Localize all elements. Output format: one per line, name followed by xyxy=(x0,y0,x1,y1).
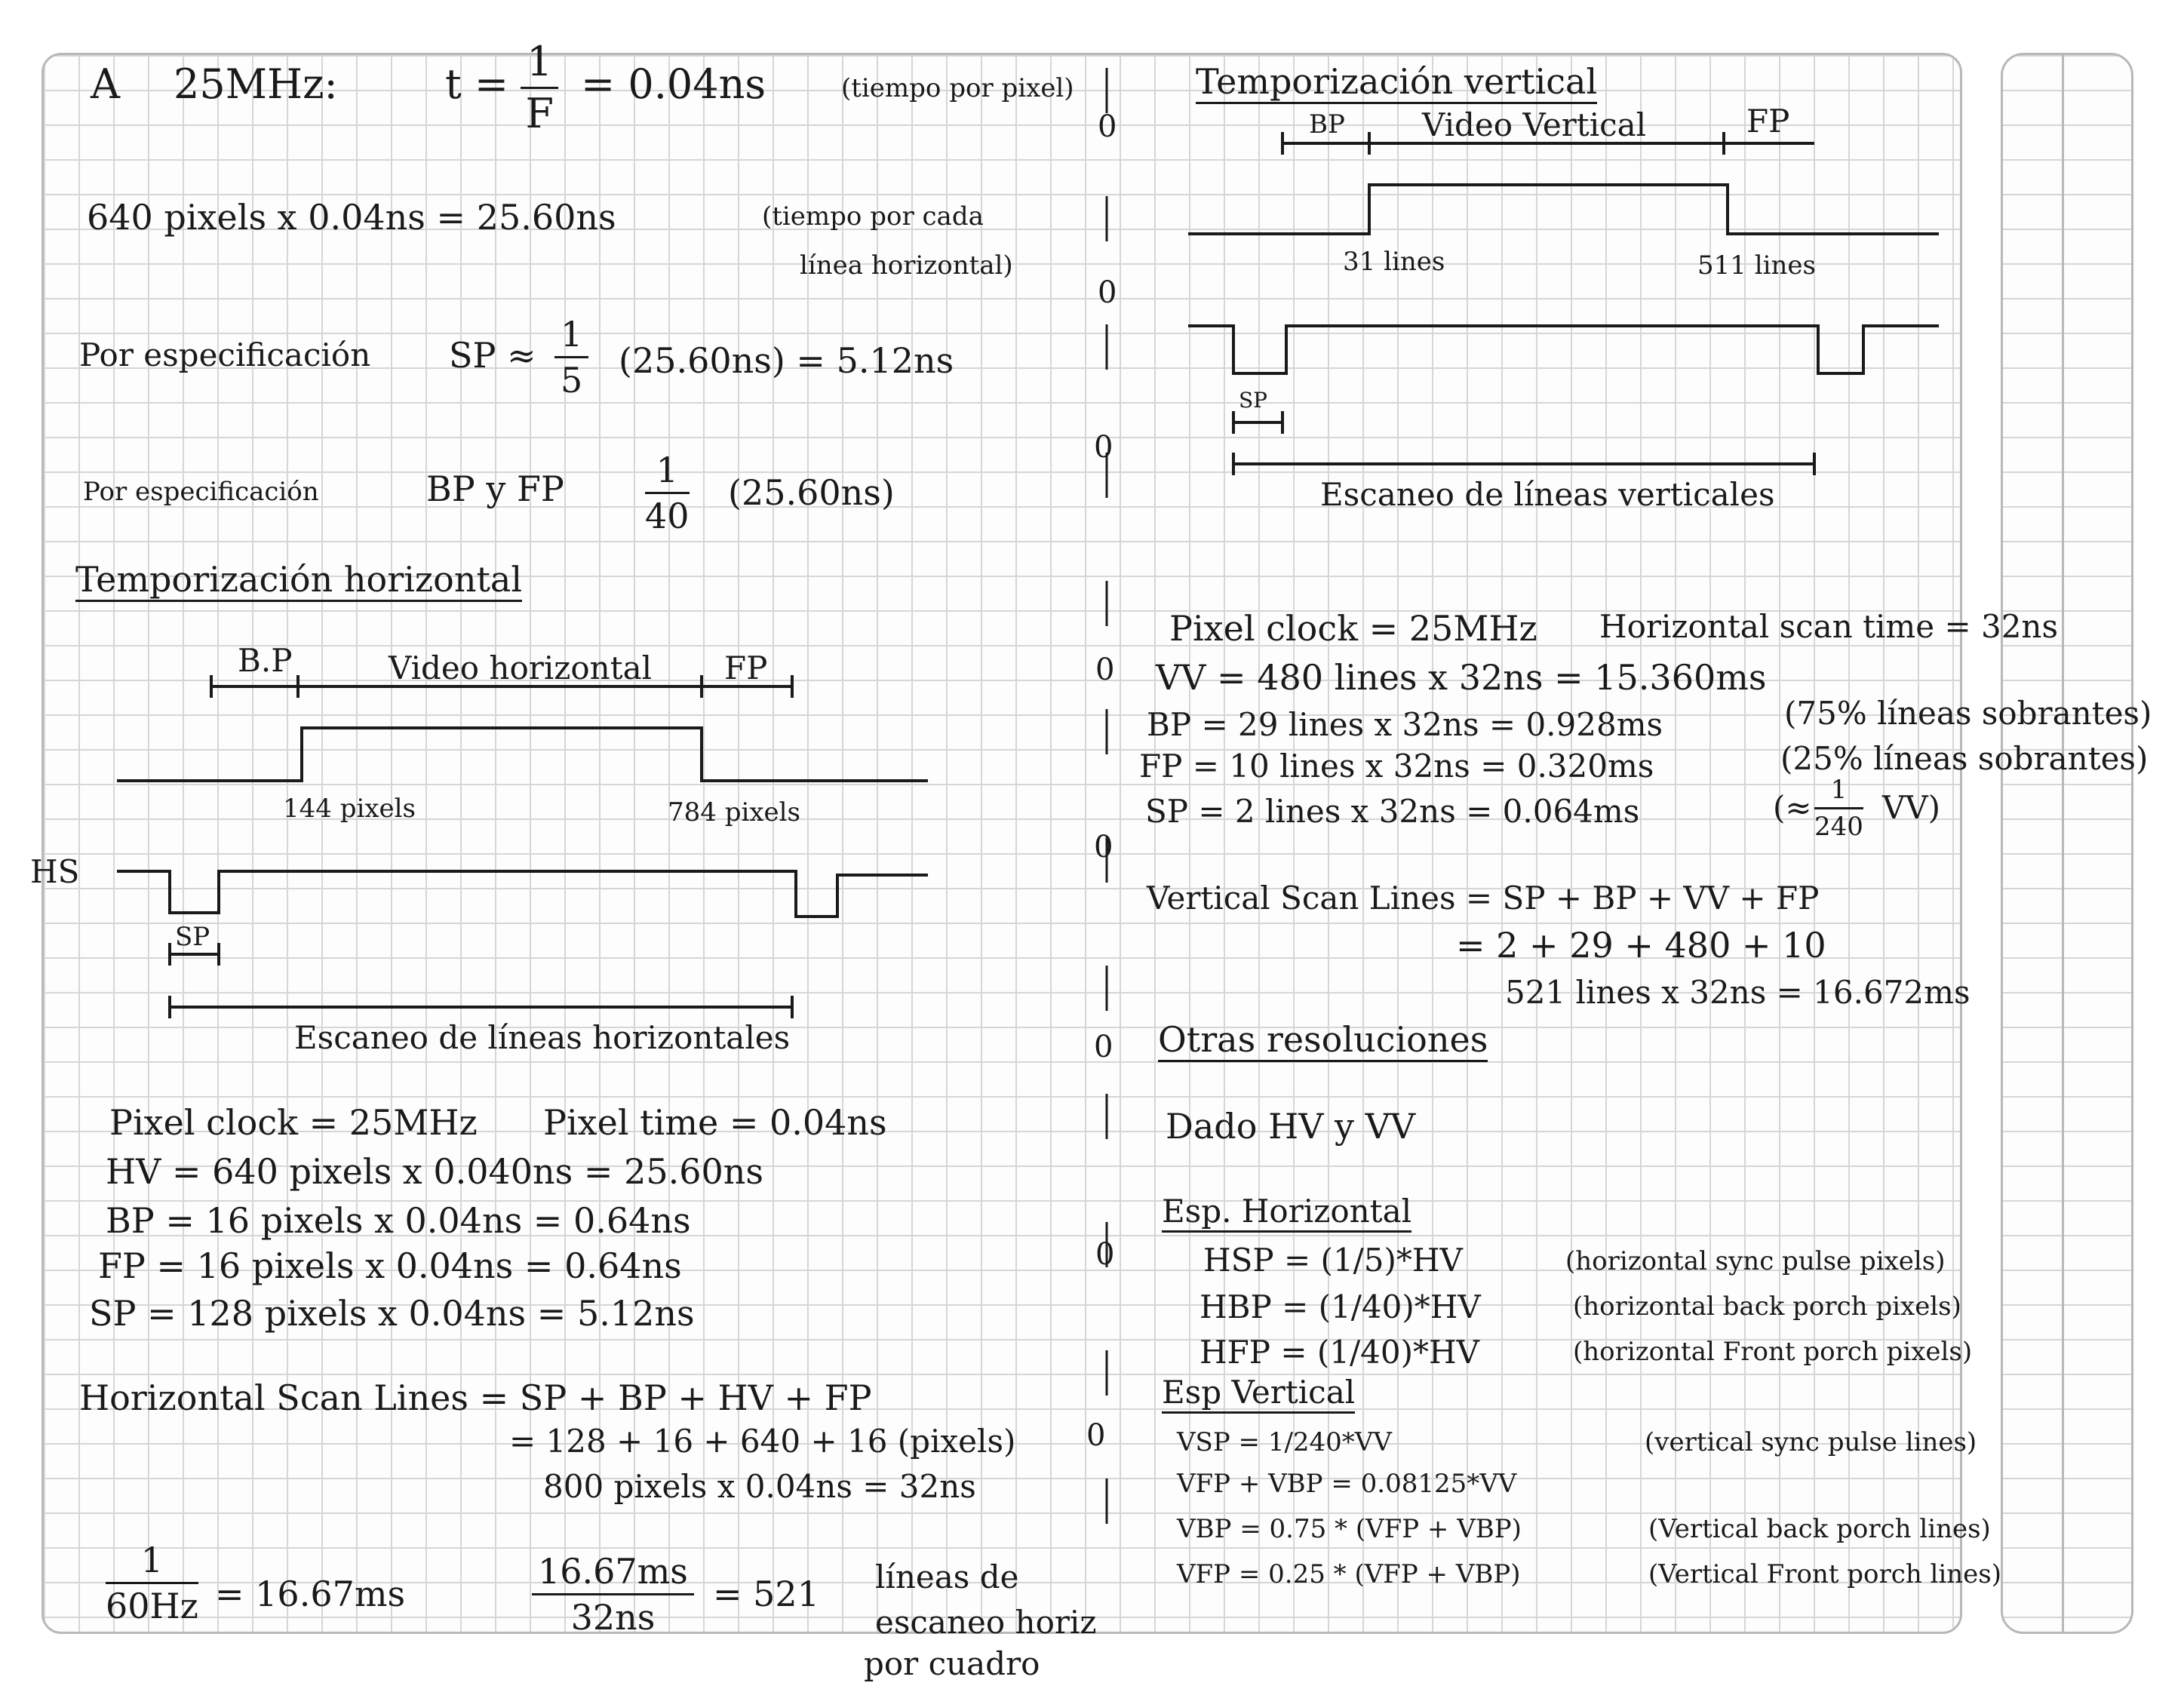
divider-mark: 0 xyxy=(1098,275,1117,310)
vfp-note: (Vertical Front porch lines) xyxy=(1648,1559,2001,1589)
vfp-label: FP xyxy=(1746,103,1790,140)
fraction-1-over-5: $\frac{1}{5}$ xyxy=(554,317,588,398)
divider-mark: 0 xyxy=(1095,1237,1115,1272)
given-hv-vv: Dado HV y VV xyxy=(1166,1106,1416,1147)
fraction-1-over-60hz: $\frac{1}{60Hz}$ xyxy=(106,1540,198,1626)
video-vertical-label: Video Vertical xyxy=(1422,106,1647,143)
vfp-calc: FP = 10 lines x 32ns = 0.320ms xyxy=(1139,748,1654,785)
vsp-note-b: VV) xyxy=(1882,789,1941,826)
video-signal-wave xyxy=(117,728,928,781)
freq-label: 25MHz: xyxy=(174,60,338,108)
hs-label: HS xyxy=(30,853,80,890)
l511-label: 511 lines xyxy=(1697,250,1816,281)
vscan-line-1: Vertical Scan Lines = SP + BP + VV + FP xyxy=(1147,880,1820,917)
t-result: = 0.04ns xyxy=(581,60,766,108)
vertical-timing-title: Temporización vertical xyxy=(1196,64,1597,104)
hv-calc: HV = 640 pixels x 0.040ns = 25.60ns xyxy=(106,1151,764,1192)
vs-signal-wave xyxy=(1188,326,1939,373)
spec-sp-label: Por especificación xyxy=(79,336,371,373)
spec-bpfp-result: (25.60ns) xyxy=(728,472,895,513)
frame-time: = 16.67ms xyxy=(215,1574,406,1614)
esp-vertical-title: Esp Vertical xyxy=(1162,1377,1355,1414)
hsp-formula: HSP = (1/5)*HV xyxy=(1203,1242,1463,1279)
vvideo-signal-wave xyxy=(1188,185,1939,234)
lines-note-3: por cuadro xyxy=(864,1645,1040,1682)
video-horizontal-label: Video horizontal xyxy=(389,649,653,686)
spec-sp-result: (25.60ns) = 5.12ns xyxy=(619,340,954,381)
lines-note-1: líneas de xyxy=(875,1558,1019,1595)
hfp-formula: HFP = (1/40)*HV xyxy=(1200,1334,1479,1371)
vsp-note: (vertical sync pulse lines) xyxy=(1645,1427,1977,1457)
t-note: (tiempo por pixel) xyxy=(841,73,1074,103)
hs-signal-wave xyxy=(117,871,928,917)
vv-calc: VV = 480 lines x 32ns = 15.360ms xyxy=(1156,657,1767,698)
divider-mark: 0 xyxy=(1094,1030,1114,1064)
pixel-clock-left: Pixel clock = 25MHz xyxy=(109,1102,478,1143)
fraction-1-over-f: $\frac{1}{F}$ xyxy=(521,41,558,134)
lines-per-frame: = 521 xyxy=(713,1574,819,1614)
hscan-line-1: Horizontal Scan Lines = SP + BP + HV + FP xyxy=(79,1377,872,1418)
divider-mark: 0 xyxy=(1094,830,1114,864)
fraction-frame-over-line: $\frac{16.67ms}{32ns}$ xyxy=(532,1554,694,1635)
vscan-line-3: 521 lines x 32ns = 16.672ms xyxy=(1505,974,1971,1011)
vbp-calc: BP = 29 lines x 32ns = 0.928ms xyxy=(1147,706,1663,743)
hscan-line-2: = 128 + 16 + 640 + 16 (pixels) xyxy=(509,1423,1016,1460)
hsp-note: (horizontal sync pulse pixels) xyxy=(1565,1246,1946,1276)
hscan-line-3: 800 pixels x 0.04ns = 32ns xyxy=(543,1468,976,1505)
line-time-expr: 640 pixels x 0.04ns = 25.60ns xyxy=(87,197,616,238)
bp-label: B.P xyxy=(238,642,293,679)
fp-calc: FP = 16 pixels x 0.04ns = 0.64ns xyxy=(98,1245,682,1286)
pixel-time: Pixel time = 0.04ns xyxy=(543,1102,887,1143)
horizontal-timing-title: Temporización horizontal xyxy=(75,562,522,602)
vertical-scan-label: Escaneo de líneas verticales xyxy=(1320,476,1775,513)
vsp-formula: VSP = 1/240*VV xyxy=(1177,1427,1392,1457)
vbp-note: (75% líneas sobrantes) xyxy=(1784,695,2152,732)
divider-mark: 0 xyxy=(1098,109,1117,144)
horizontal-scan-label: Escaneo de líneas horizontales xyxy=(294,1019,791,1056)
spec-bpfp-symbol: BP y FP xyxy=(426,468,564,509)
spec-sp-symbol: SP ≈ xyxy=(449,335,536,376)
vfp-vbp-formula: VFP + VBP = 0.08125*VV xyxy=(1177,1469,1517,1499)
horizontal-scan-time: Horizontal scan time = 32ns xyxy=(1599,608,2059,645)
vscan-line-2: = 2 + 29 + 480 + 10 xyxy=(1456,925,1826,966)
fraction-1-over-240: $\frac{1}{240}$ xyxy=(1814,775,1863,842)
vbp-label: BP xyxy=(1309,109,1345,140)
fraction-1-over-40: $\frac{1}{40}$ xyxy=(645,450,690,536)
vsp-label: SP xyxy=(1239,388,1268,413)
l31-label: 31 lines xyxy=(1343,247,1445,277)
hfp-note: (horizontal Front porch pixels) xyxy=(1573,1337,1973,1367)
esp-horizontal-title: Esp. Horizontal xyxy=(1162,1196,1411,1233)
vbp-note: (Vertical back porch lines) xyxy=(1648,1514,1991,1544)
t-eq: t = xyxy=(445,60,509,108)
px144-label: 144 pixels xyxy=(283,794,416,824)
vfp-note: (25% líneas sobrantes) xyxy=(1780,740,2149,777)
fp-label: FP xyxy=(724,649,768,686)
lines-note-2: escaneo horiz xyxy=(875,1604,1097,1641)
other-resolutions-title: Otras resoluciones xyxy=(1158,1022,1488,1062)
margin-strip xyxy=(2001,53,2133,1634)
sp-label: SP xyxy=(175,922,210,952)
label-a: A xyxy=(91,60,120,108)
vbp-formula: VBP = 0.75 * (VFP + VBP) xyxy=(1177,1514,1522,1544)
hbp-note: (horizontal back porch pixels) xyxy=(1573,1291,1961,1322)
line-time-note-1: (tiempo por cada xyxy=(762,201,984,232)
px784-label: 784 pixels xyxy=(668,797,800,828)
vsp-calc: SP = 2 lines x 32ns = 0.064ms xyxy=(1145,793,1640,830)
vsp-note-a: (≈ xyxy=(1773,789,1812,826)
hbp-formula: HBP = (1/40)*HV xyxy=(1200,1288,1481,1325)
sp-calc: SP = 128 pixels x 0.04ns = 5.12ns xyxy=(89,1293,695,1334)
bp-calc: BP = 16 pixels x 0.04ns = 0.64ns xyxy=(106,1200,691,1241)
divider-mark: 0 xyxy=(1086,1418,1106,1453)
vfp-formula: VFP = 0.25 * (VFP + VBP) xyxy=(1177,1559,1521,1589)
divider-mark: 0 xyxy=(1094,430,1114,465)
line-time-note-2: línea horizontal) xyxy=(800,250,1013,281)
spec-bpfp-label: Por especificación xyxy=(83,477,319,507)
divider-mark: 0 xyxy=(1095,653,1115,687)
pixel-clock-right: Pixel clock = 25MHz xyxy=(1169,608,1537,649)
